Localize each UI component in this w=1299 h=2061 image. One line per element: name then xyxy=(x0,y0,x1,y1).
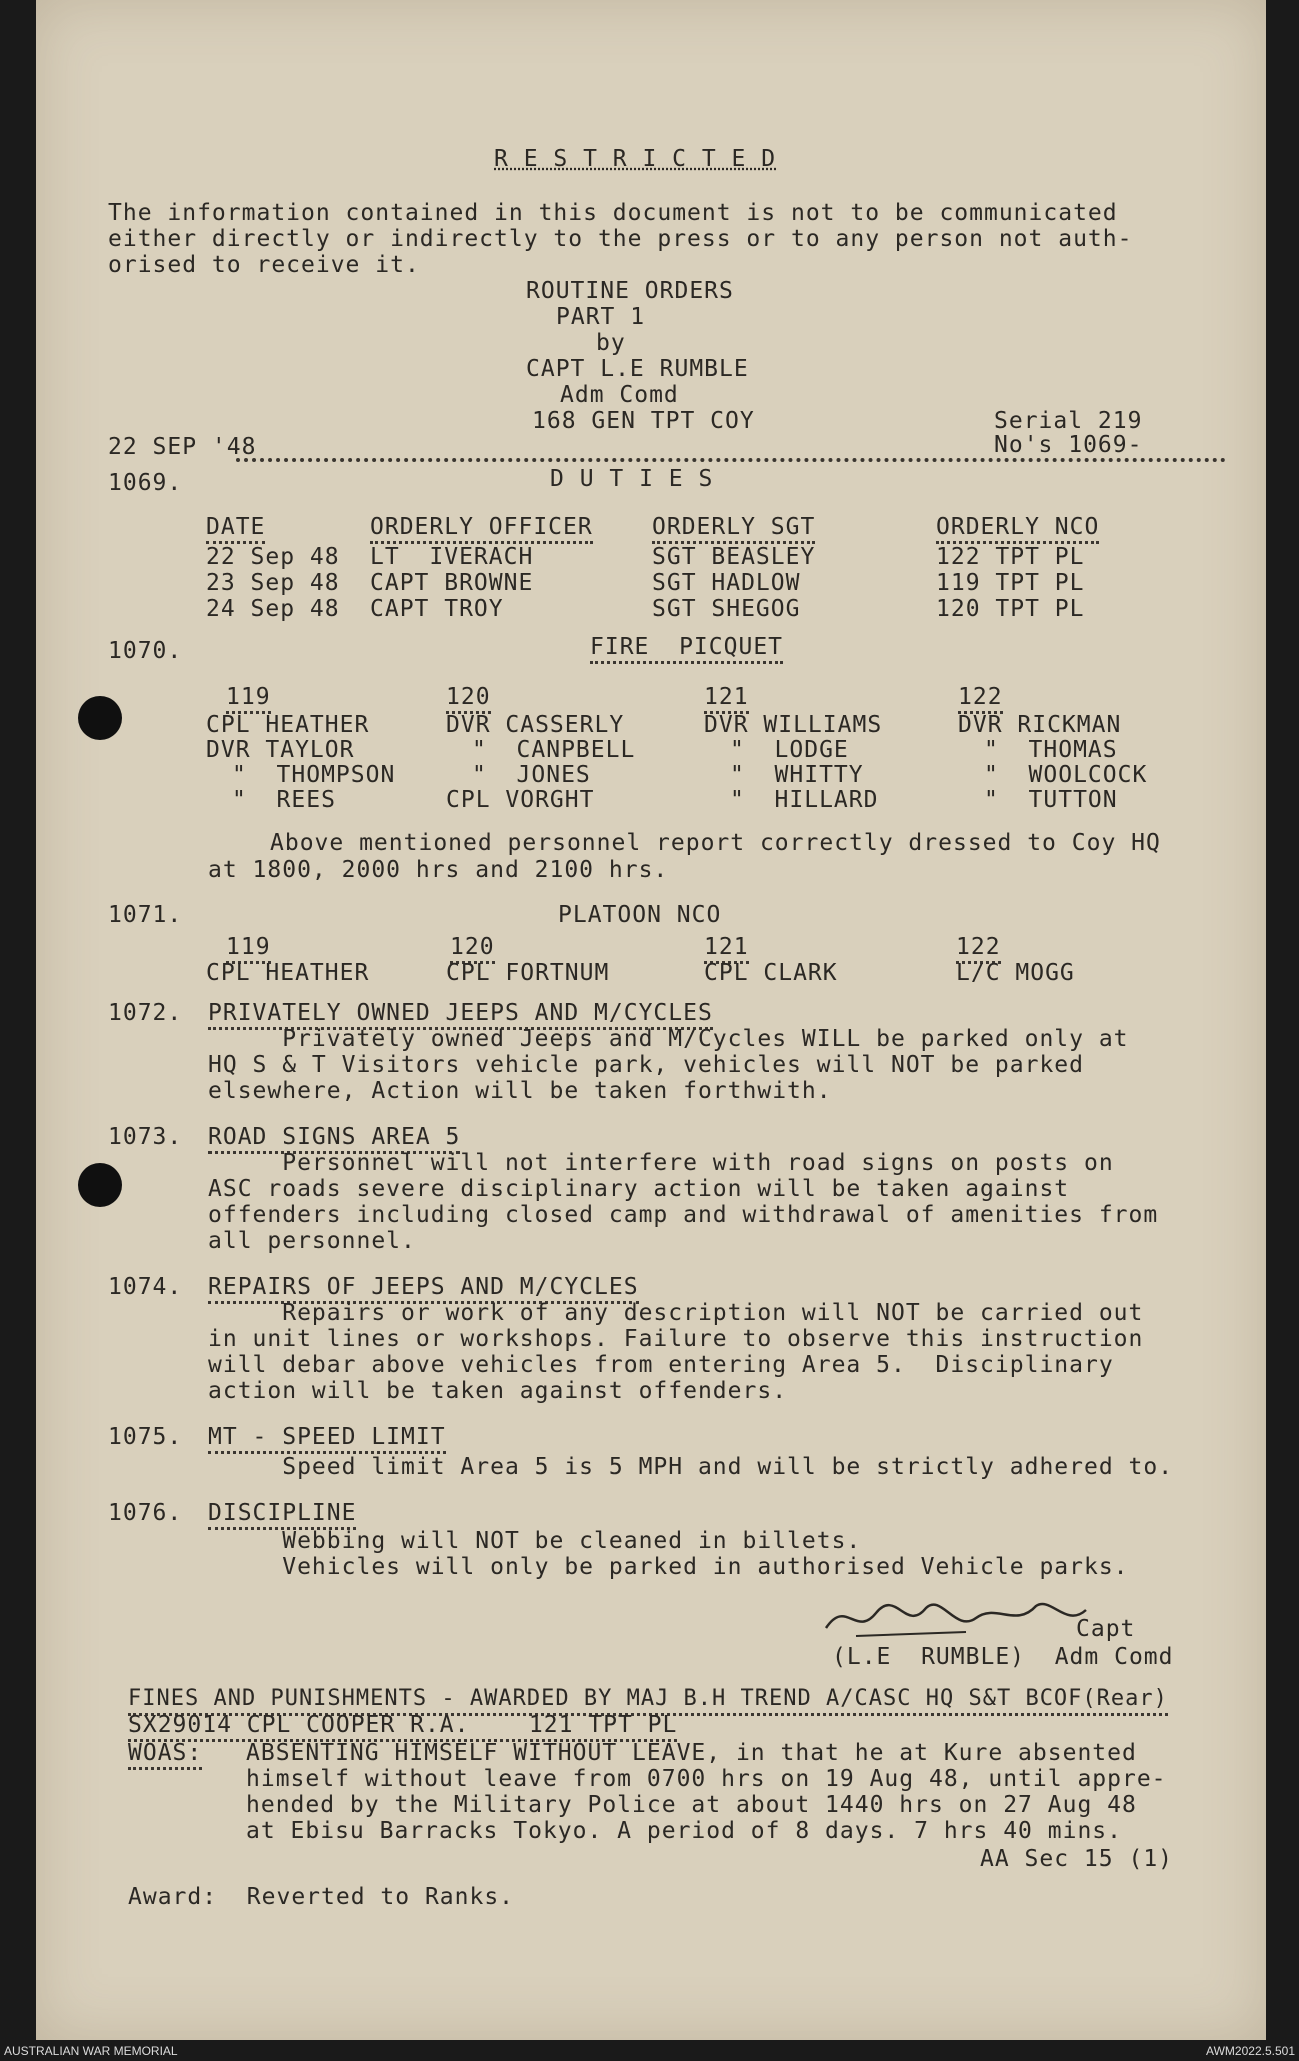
nco-120-name: CPL FORTNUM xyxy=(446,960,610,986)
order-1075-line-1: Speed limit Area 5 is 5 MPH and will be strictly adhered to. xyxy=(208,1454,1174,1480)
title-line-1: ROUTINE ORDERS xyxy=(526,278,734,304)
picquet-pl-122: 122 xyxy=(958,684,1003,714)
order-number-1072: 1072. xyxy=(108,1000,183,1026)
nco-pl-119: 119 xyxy=(226,934,271,964)
fines-heading: FINES AND PUNISHMENTS - AWARDED BY MAJ B.H TREND A/CASC HQ S&T BCOF(Rear) xyxy=(128,1686,1168,1716)
duties-row-2-sgt: SGT HADLOW xyxy=(652,570,801,596)
document-page xyxy=(36,0,1266,2040)
picquet-121-name-1: DVR WILLIAMS xyxy=(704,712,883,738)
picquet-pl-120: 120 xyxy=(446,684,491,714)
duties-row-2-nco: 119 TPT PL xyxy=(936,570,1085,596)
order-1073-heading: ROAD SIGNS AREA 5 xyxy=(208,1124,460,1154)
order-numbers: No's 1069- xyxy=(994,432,1143,458)
platoon-nco-heading: PLATOON NCO xyxy=(558,902,722,928)
picquet-120-name-2: " CANPBELL xyxy=(472,737,636,763)
restricted-heading: R E S T R I C T E D xyxy=(494,146,777,172)
duties-heading: D U T I E S xyxy=(550,466,714,492)
order-1075-heading: MT - SPEED LIMIT xyxy=(208,1424,446,1454)
footer-left: AUSTRALIAN WAR MEMORIAL xyxy=(4,2044,178,2058)
woas-line-1: ABSENTING HIMSELF WITHOUT LEAVE, in that he at Kure absented xyxy=(246,1740,1137,1766)
aa-section: AA Sec 15 (1) xyxy=(980,1846,1174,1872)
notice-line-3: orised to receive it. xyxy=(108,252,420,278)
picquet-122-name-3: " WOOLCOCK xyxy=(984,762,1148,788)
nco-pl-121: 121 xyxy=(704,934,749,964)
signature-name: (L.E RUMBLE) Adm Comd xyxy=(832,1644,1174,1670)
duties-row-1-nco: 122 TPT PL xyxy=(936,544,1085,570)
picquet-122-name-1: DVR RICKMAN xyxy=(958,712,1122,738)
order-number-1076: 1076. xyxy=(108,1500,183,1526)
picquet-note-line-2: at 1800, 2000 hrs and 2100 hrs. xyxy=(208,857,669,883)
nco-pl-120: 120 xyxy=(450,934,495,964)
fines-soldier: SX29014 CPL COOPER R.A. 121 TPT PL xyxy=(128,1712,677,1742)
order-1074-line-1: Repairs or work of any description will NOT be carried out xyxy=(208,1300,1144,1326)
serial-number: Serial 219 xyxy=(994,408,1143,434)
order-1073-line-1: Personnel will not interfere with road signs on posts on xyxy=(208,1150,1114,1176)
order-1072-line-3: elsewhere, Action will be taken forthwith. xyxy=(208,1078,832,1104)
award-line: Award: Reverted to Ranks. xyxy=(128,1884,515,1910)
picquet-120-name-4: CPL VORGHT xyxy=(446,787,595,813)
handwritten-signature xyxy=(816,1588,1116,1648)
header-divider xyxy=(236,458,1226,462)
order-1074-line-2: in unit lines or workshops. Failure to observe this instruction xyxy=(208,1326,1144,1352)
order-number-1070: 1070. xyxy=(108,638,183,664)
duties-row-1-sgt: SGT BEASLEY xyxy=(652,544,816,570)
order-1076-line-2: Vehicles will only be parked in authorised Vehicle parks. xyxy=(208,1554,1129,1580)
picquet-pl-121: 121 xyxy=(704,684,749,714)
nco-pl-122: 122 xyxy=(956,934,1001,964)
order-1076-heading: DISCIPLINE xyxy=(208,1500,356,1530)
footer-right: AWM2022.5.501 xyxy=(1206,2044,1295,2058)
order-number-1073: 1073. xyxy=(108,1124,183,1150)
woas-line-3: hended by the Military Police at about 1440 hrs on 27 Aug 48 xyxy=(246,1792,1137,1818)
title-line-5: Adm Comd xyxy=(560,382,679,408)
notice-line-2: either directly or indirectly to the press or to any person not auth- xyxy=(108,226,1133,252)
picquet-121-name-4: " HILLARD xyxy=(730,787,879,813)
order-1073-line-3: offenders including closed camp and withdrawal of amenities from xyxy=(208,1202,1159,1228)
picquet-119-name-1: CPL HEATHER xyxy=(206,712,370,738)
picquet-122-name-2: " THOMAS xyxy=(984,737,1118,763)
order-number-1075: 1075. xyxy=(108,1424,183,1450)
fire-picquet-heading: FIRE PICQUET xyxy=(590,634,783,664)
punch-hole-top xyxy=(78,696,122,740)
picquet-120-name-3: " JONES xyxy=(472,762,591,788)
order-1074-line-4: action will be taken against offenders. xyxy=(208,1378,788,1404)
duties-col-sgt: ORDERLY SGT xyxy=(652,514,815,544)
order-number-1074: 1074. xyxy=(108,1274,183,1300)
picquet-note-line-1: Above mentioned personnel report correctly dressed to Coy HQ xyxy=(270,830,1161,856)
punch-hole-bottom xyxy=(78,1163,122,1207)
picquet-121-name-2: " LODGE xyxy=(730,737,849,763)
order-1074-heading: REPAIRS OF JEEPS AND M/CYCLES xyxy=(208,1274,639,1304)
order-number-1069: 1069. xyxy=(108,470,183,496)
nco-121-name: CPL CLARK xyxy=(704,960,838,986)
picquet-119-name-3: " THOMPSON xyxy=(232,762,396,788)
picquet-pl-119: 119 xyxy=(226,684,271,714)
order-1073-line-4: all personnel. xyxy=(208,1228,416,1254)
title-line-3: by xyxy=(596,330,626,356)
order-1072-line-2: HQ S & T Visitors vehicle park, vehicles will NOT be parked xyxy=(208,1052,1084,1078)
woas-label: WOAS: xyxy=(128,1740,202,1770)
duties-row-3-sgt: SGT SHEGOG xyxy=(652,596,801,622)
order-number-1071: 1071. xyxy=(108,902,183,928)
title-line-2: PART 1 xyxy=(556,304,646,330)
duties-row-1-date: 22 Sep 48 xyxy=(206,544,340,570)
nco-119-name: CPL HEATHER xyxy=(206,960,370,986)
woas-line-4: at Ebisu Barracks Tokyo. A period of 8 days. 7 hrs 40 mins. xyxy=(246,1818,1122,1844)
order-1076-line-1: Webbing will NOT be cleaned in billets. xyxy=(208,1528,862,1554)
duties-row-3-date: 24 Sep 48 xyxy=(206,596,340,622)
duties-col-date: DATE xyxy=(206,514,265,544)
duties-row-2-officer: CAPT BROWNE xyxy=(370,570,534,596)
duties-row-2-date: 23 Sep 48 xyxy=(206,570,340,596)
notice-line-1: The information contained in this document is not to be communicated xyxy=(108,200,1118,226)
signature-rank: Capt xyxy=(1076,1616,1136,1642)
title-line-6: 168 GEN TPT COY xyxy=(532,408,755,434)
order-1072-heading: PRIVATELY OWNED JEEPS AND M/CYCLES xyxy=(208,1000,713,1030)
title-line-4: CAPT L.E RUMBLE xyxy=(526,356,749,382)
duties-row-1-officer: LT IVERACH xyxy=(370,544,534,570)
picquet-119-name-4: " REES xyxy=(232,787,336,813)
duties-col-nco: ORDERLY NCO xyxy=(936,514,1099,544)
duties-row-3-nco: 120 TPT PL xyxy=(936,596,1085,622)
document-date: 22 SEP '48 xyxy=(108,434,257,460)
order-1072-line-1: Privately owned Jeeps and M/Cycles WILL be parked only at xyxy=(208,1026,1129,1052)
order-1074-line-3: will debar above vehicles from entering Area 5. Disciplinary xyxy=(208,1352,1114,1378)
picquet-121-name-3: " WHITTY xyxy=(730,762,864,788)
picquet-122-name-4: " TUTTON xyxy=(984,787,1118,813)
woas-line-2: himself without leave from 0700 hrs on 19 Aug 48, until appre- xyxy=(246,1766,1167,1792)
duties-row-3-officer: CAPT TROY xyxy=(370,596,504,622)
picquet-119-name-2: DVR TAYLOR xyxy=(206,737,355,763)
order-1073-line-2: ASC roads severe disciplinary action will be taken against xyxy=(208,1176,1070,1202)
picquet-120-name-1: DVR CASSERLY xyxy=(446,712,625,738)
duties-col-officer: ORDERLY OFFICER xyxy=(370,514,593,544)
nco-122-name: L/C MOGG xyxy=(956,960,1075,986)
